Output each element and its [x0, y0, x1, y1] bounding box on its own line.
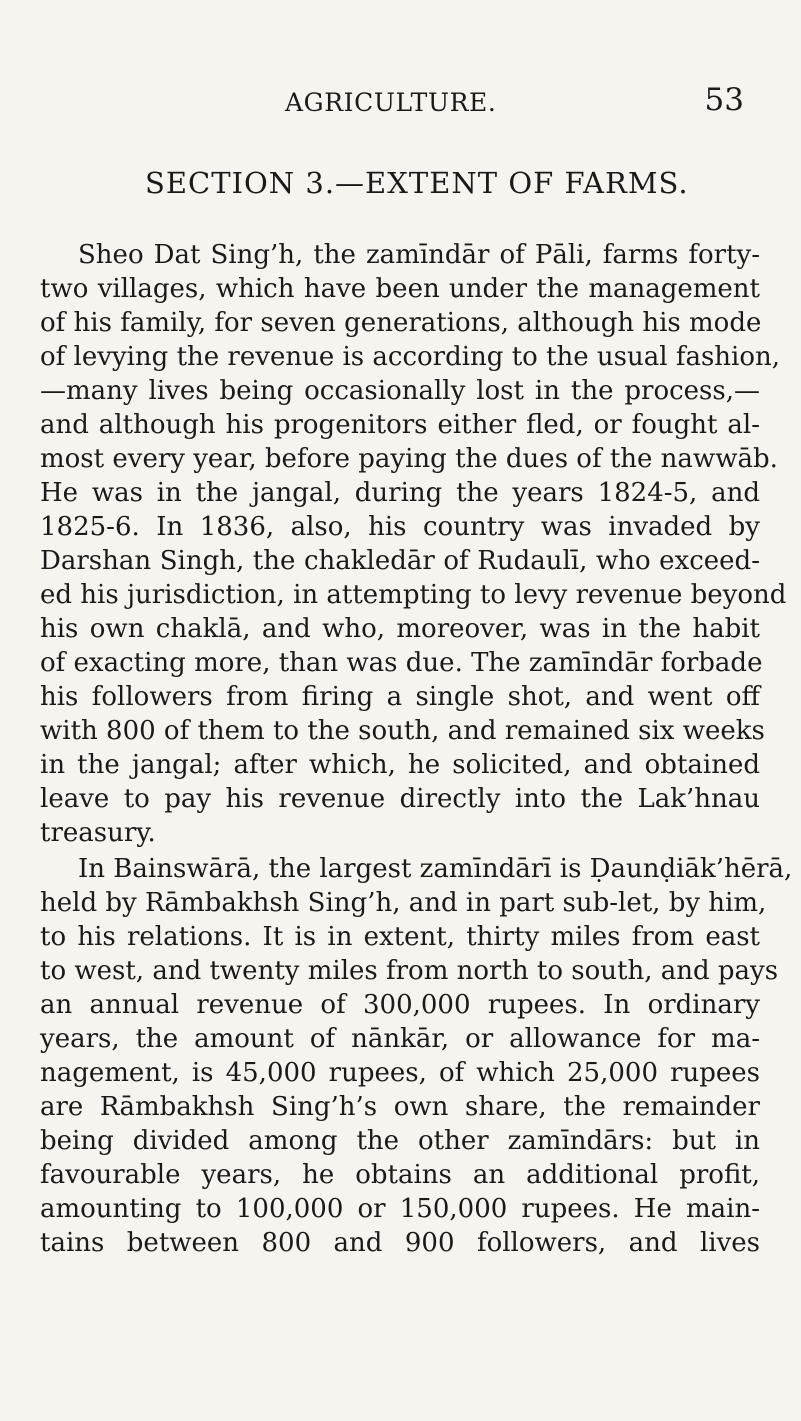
running-head: AGRICULTURE.	[285, 88, 497, 117]
paragraph-line: 1825-6. In 1836, also, his country was invaded by	[40, 512, 760, 542]
page-number: 53	[704, 82, 744, 118]
paragraph-line: his own chaklā, and who, moreover, was in the habit	[40, 614, 760, 644]
paragraph-line: In Bainswārā, the largest zamīndārī is Ḍaunḍiāk’hērā,	[78, 854, 793, 884]
paragraph-line: in the jangal; after which, he solicited, and obtained	[40, 750, 760, 780]
paragraph-line: of levying the revenue is according to the usual fashion,	[40, 342, 781, 372]
paragraph-line: favourable years, he obtains an additional profit,	[40, 1160, 760, 1190]
paragraph-line: two villages, which have been under the management	[40, 274, 760, 304]
paragraph-line: Sheo Dat Sing’h, the zamīndār of Pāli, farms forty-	[78, 240, 760, 270]
paragraph-line: He was in the jangal, during the years 1824-5, and	[40, 478, 760, 508]
paragraph-line: amounting to 100,000 or 150,000 rupees. He main-	[40, 1194, 760, 1224]
paragraph-line: tains between 800 and 900 followers, and lives	[40, 1228, 760, 1258]
paragraph-line: held by Rāmbakhsh Sing’h, and in part sub-let, by him,	[40, 888, 767, 918]
paragraph-bainswara	[40, 852, 793, 1260]
paragraph-line: to west, and twenty miles from north to south, and pays	[40, 956, 779, 986]
paragraph-line: an annual revenue of 300,000 rupees. In ordinary	[40, 990, 760, 1020]
section-heading: SECTION 3.—EXTENT OF FARMS.	[145, 166, 689, 200]
paragraph-line: with 800 of them to the south, and remained six weeks	[40, 716, 765, 746]
paragraph-farms-sheo-dat	[40, 238, 787, 850]
paragraph-line: treasury.	[40, 818, 156, 848]
paragraph-line: nagement, is 45,000 rupees, of which 25,000 rupees	[40, 1058, 760, 1088]
paragraph-line: of his family, for seven generations, although his mode	[40, 308, 762, 338]
paragraph-line: —many lives being occasionally lost in the process,—	[40, 376, 760, 406]
paragraph-line: years, the amount of nānkār, or allowance for ma-	[40, 1024, 760, 1054]
paragraph-line: of exacting more, than was due. The zamīndār forbade	[40, 648, 763, 678]
paragraph-line: Darshan Singh, the chakledār of Rudaulī, who exceed-	[40, 546, 760, 576]
paragraph-line: ed his jurisdiction, in attempting to levy revenue beyond	[40, 580, 787, 610]
paragraph-line: his followers from firing a single shot, and went off	[40, 682, 760, 712]
paragraph-line: being divided among the other zamīndārs: but in	[40, 1126, 760, 1156]
paragraph-line: and although his progenitors either fled, or fought al-	[40, 410, 760, 440]
paragraph-line: most every year, before paying the dues of the nawwāb.	[40, 444, 778, 474]
paragraph-line: to his relations. It is in extent, thirty miles from east	[40, 922, 760, 952]
paragraph-line: leave to pay his revenue directly into the Lak’hnau	[40, 784, 760, 814]
paragraph-line: are Rāmbakhsh Sing’h’s own share, the remainder	[40, 1092, 760, 1122]
